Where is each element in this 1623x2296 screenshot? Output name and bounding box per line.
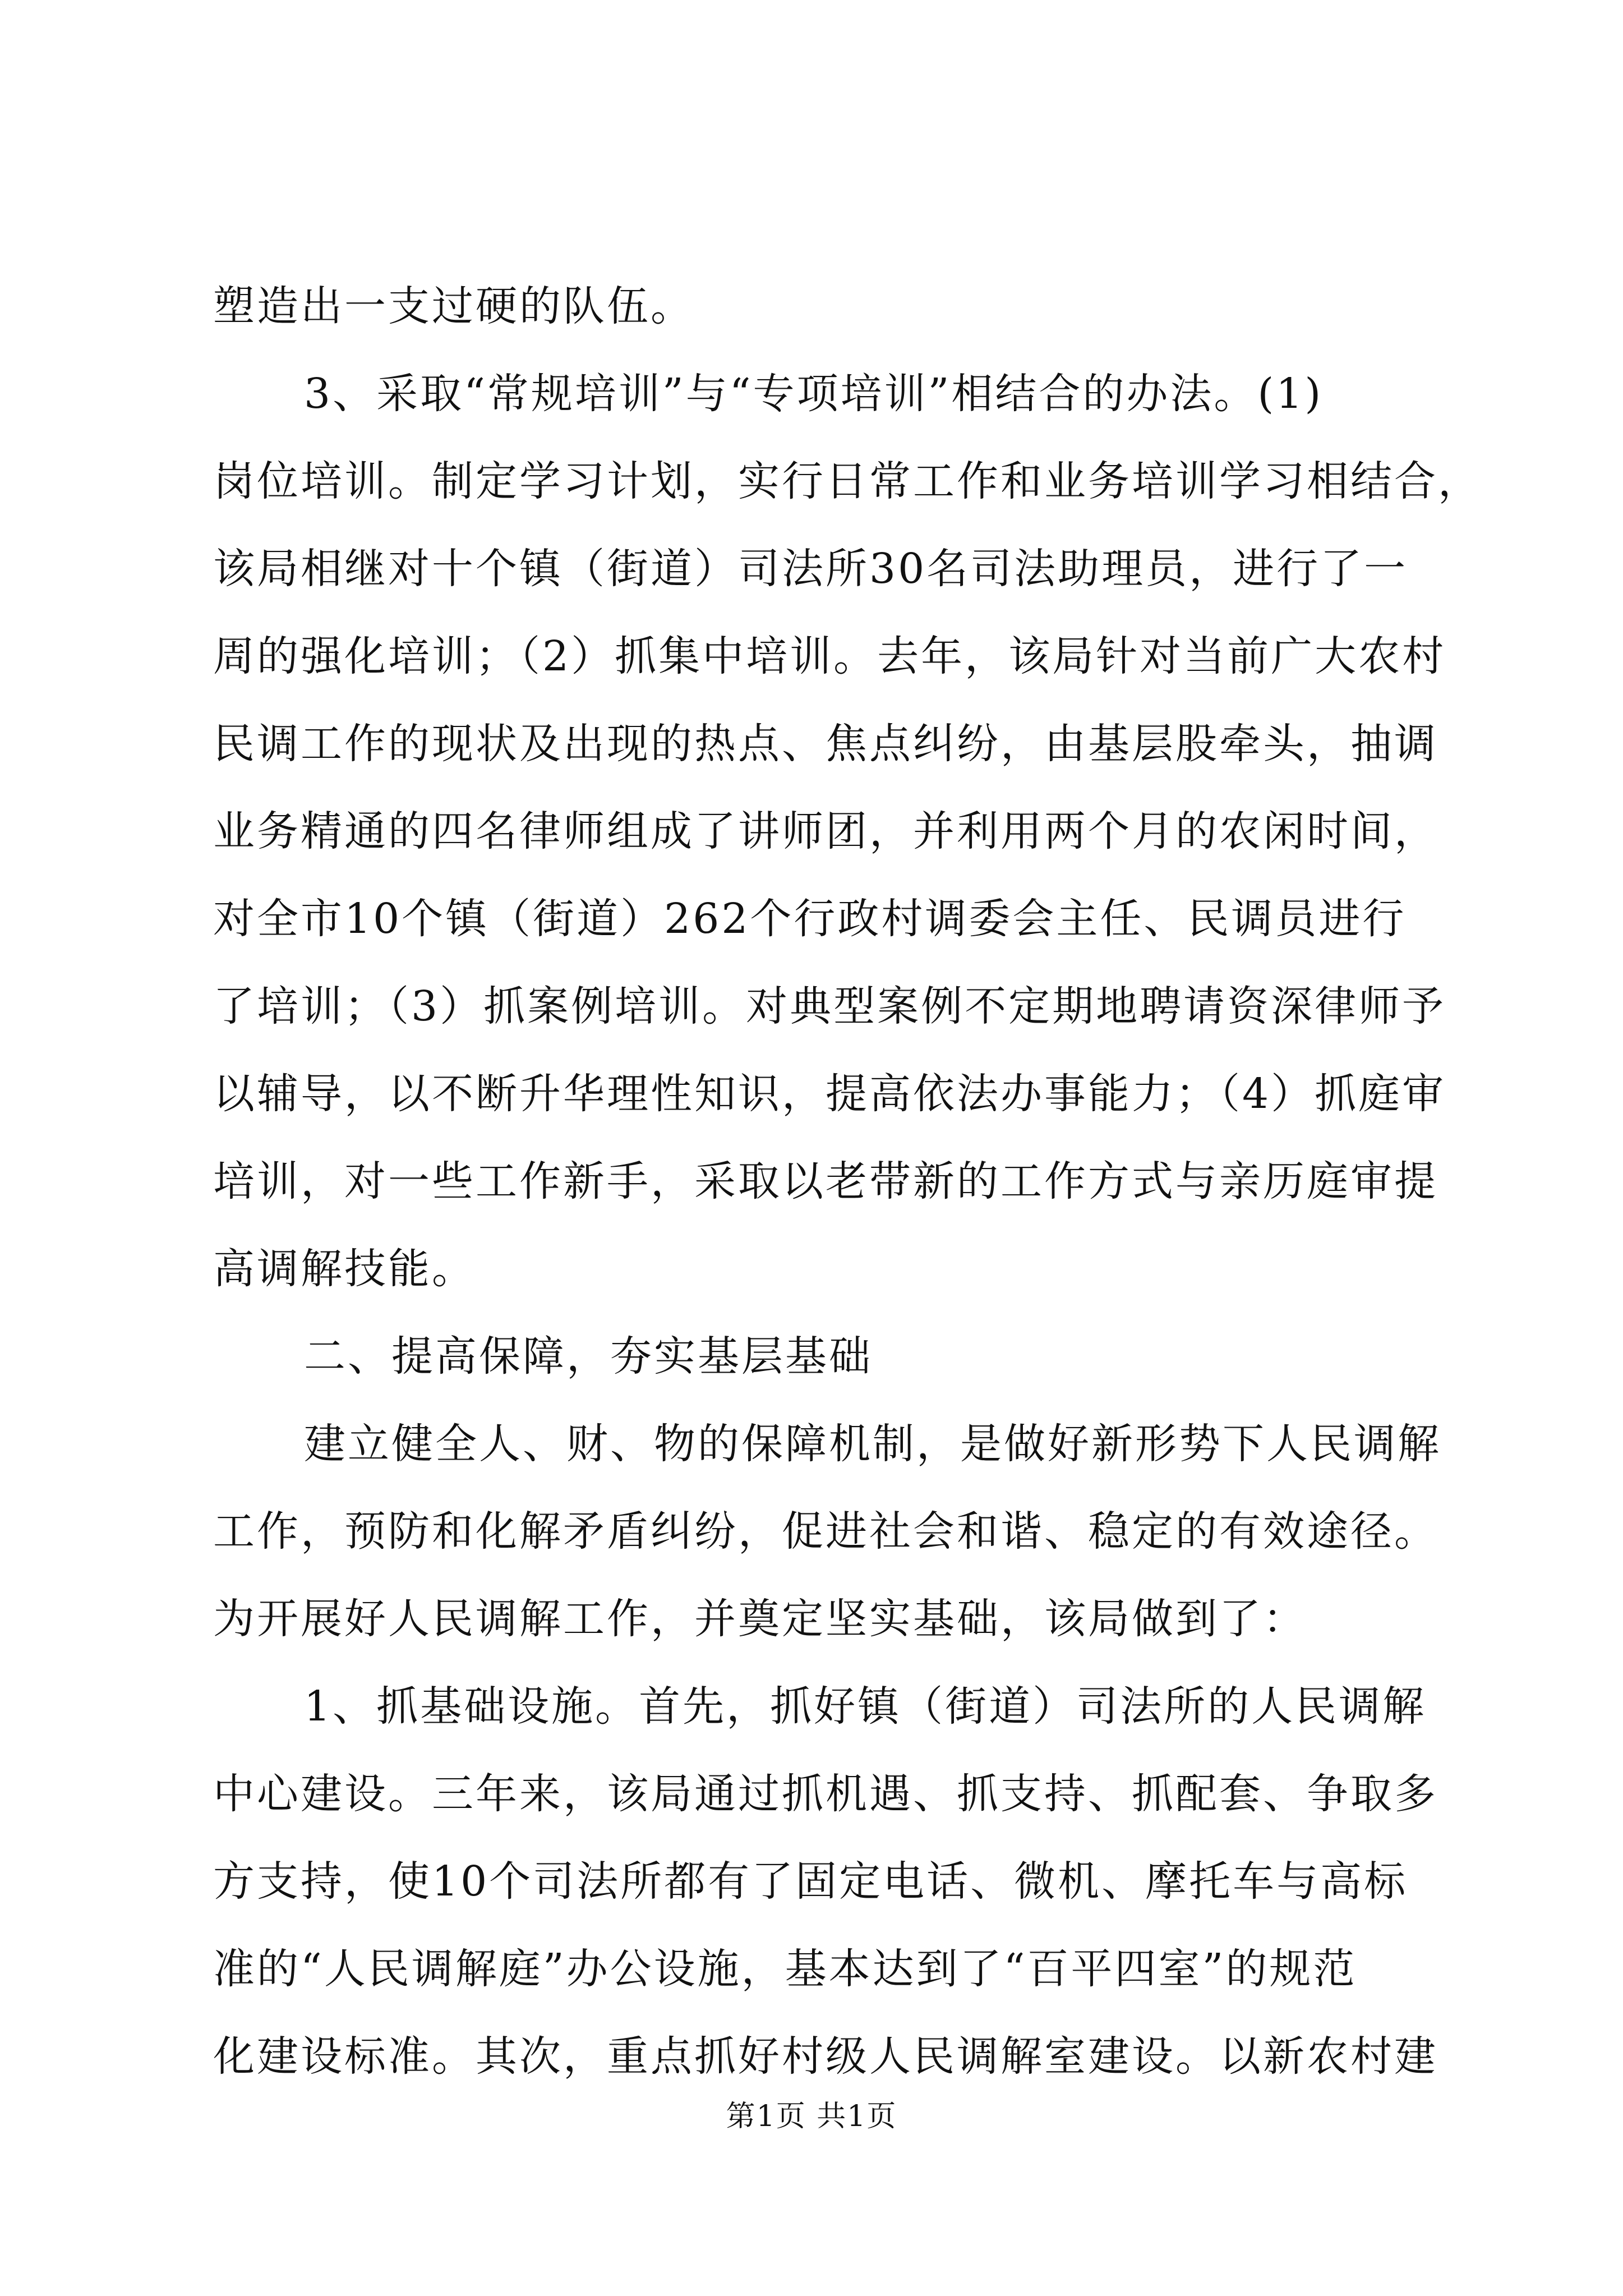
body-line: 为开展好人民调解工作，并奠定坚实基础，该局做到了： (213, 1595, 1307, 1643)
body-line: 培训，对一些工作新手，采取以老带新的工作方式与亲历庭审提 (213, 1157, 1438, 1205)
body-line: 准的“人民调解庭”办公设施，基本达到了“百平四室”的规范 (213, 1945, 1357, 1993)
document-body (213, 263, 1482, 2100)
body-line: 工作，预防和化解矛盾纠纷，促进社会和谐、稳定的有效途径。 (213, 1507, 1438, 1556)
page-number-footer: 第1页 共1页 (726, 2100, 897, 2133)
body-line: 业务精通的四名律师组成了讲师团，并利用两个月的农闲时间， (213, 807, 1438, 855)
body-line: 周的强化培训；（2）抓集中培训。去年，该局针对当前广大农村 (213, 632, 1446, 680)
body-line: 高调解技能。 (213, 1245, 476, 1293)
body-line: 岗位培训。制定学习计划，实行日常工作和业务培训学习相结合， (213, 457, 1482, 505)
body-line: 民调工作的现状及出现的热点、焦点纠纷，由基层股牵头，抽调 (213, 720, 1438, 768)
body-line: 中心建设。三年来，该局通过抓机遇、抓支持、抓配套、争取多 (213, 1770, 1438, 1818)
body-line: 对全市10个镇（街道）262个行政村调委会主任、民调员进行 (213, 895, 1407, 943)
section-heading: 二、提高保障，夯实基层基础 (304, 1332, 873, 1381)
body-line: 建立健全人、财、物的保障机制，是做好新形势下人民调解 (304, 1420, 1441, 1468)
body-line: 1、抓基础设施。首先，抓好镇（街道）司法所的人民调解 (304, 1682, 1427, 1731)
body-line: 化建设标准。其次，重点抓好村级人民调解室建设。以新农村建 (213, 2032, 1438, 2081)
body-line: 方支持，使10个司法所都有了固定电话、微机、摩托车与高标 (213, 1857, 1408, 1906)
body-line: 了培训；（3）抓案例培训。对典型案例不定期地聘请资深律师予 (213, 982, 1446, 1030)
body-line: 3、采取“常规培训”与“专项培训”相结合的办法。(1) (304, 370, 1324, 418)
body-line: 以辅导，以不断升华理性知识，提高依法办事能力；（4）抓庭审 (213, 1070, 1446, 1118)
body-line: 塑造出一支过硬的队伍。 (213, 282, 694, 330)
body-line: 该局相继对十个镇（街道）司法所30名司法助理员，进行了一 (213, 545, 1408, 593)
